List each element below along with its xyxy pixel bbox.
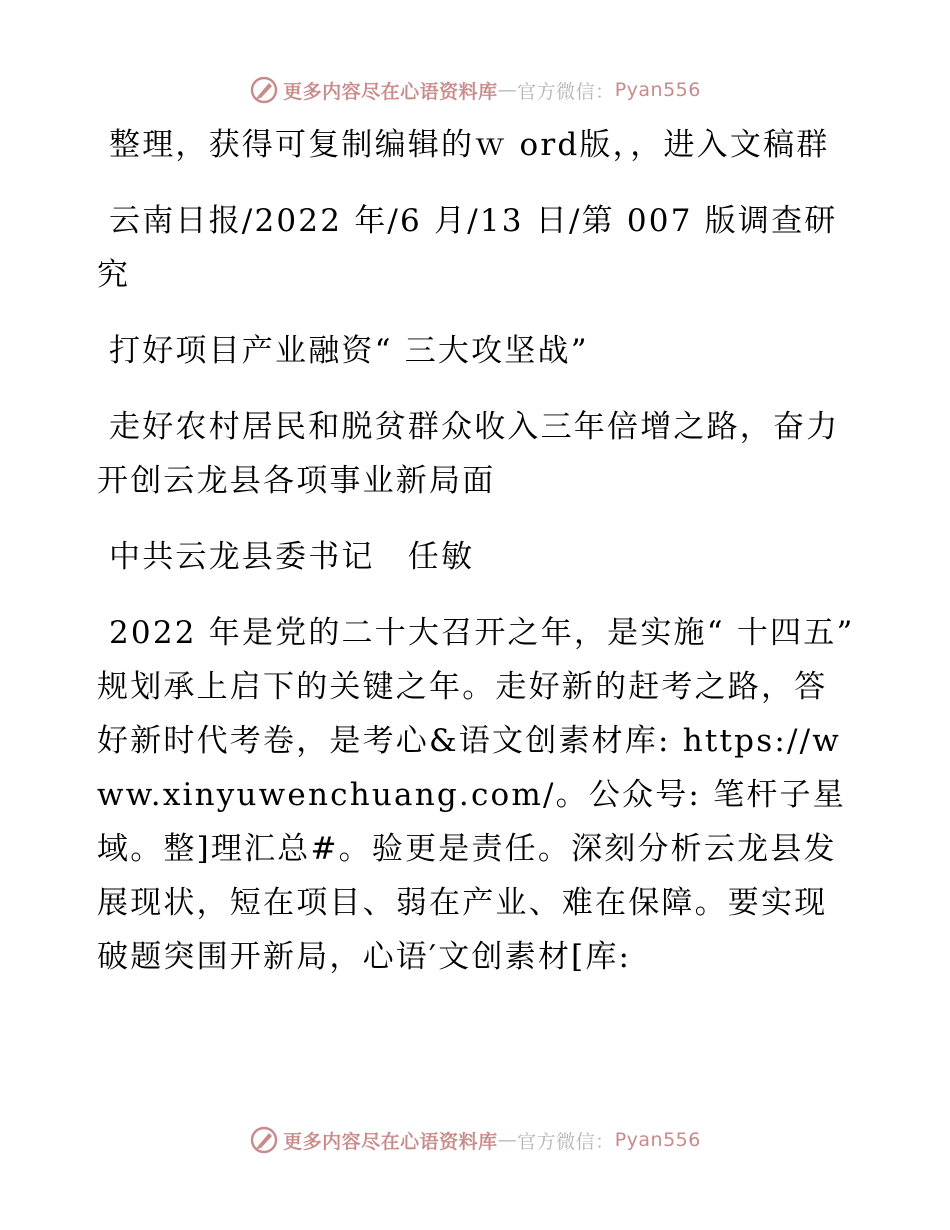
- watermark-dash: —: [497, 1129, 518, 1151]
- document-body: [97, 118, 857, 1004]
- paragraph-source: 云南日报/2022 年/6 月/13 日/第 007 版调查研究: [97, 203, 838, 293]
- watermark-account: Pyan556: [614, 1129, 701, 1151]
- quill-pen-circle-icon: [249, 75, 279, 105]
- paragraph-subheadline: 走好农村居民和脱贫群众收入三年倍增之路，奋力开创云龙县各项事业新局面: [97, 409, 840, 499]
- paragraph-intro: 整理，获得可复制编辑的ｗ ord版，，进入文稿群: [109, 127, 830, 163]
- footer-watermark: [0, 1120, 950, 1160]
- watermark-main-text: 更多内容尽在心语资料库: [283, 80, 498, 103]
- watermark-official-label: 官方微信：: [517, 1130, 615, 1153]
- watermark-official-label: 官方微信：: [517, 80, 615, 103]
- header-watermark: [0, 70, 950, 110]
- paragraph-body: 2022 年是党的二十大召开之年，是实施“ 十四五” 规划承上启下的关键之年。走好新的赶考之路，答好新时代考卷，是考心&语文创素材库: https://www.xinyuwenchuang.com/。公众号: 笔杆子星域。整]理汇总#。验更是责任。深刻分析云龙县发展现状，短在项目、弱在产业、难在保障。要实现破题突围开新局，心语′文创素材[库:: [97, 615, 855, 975]
- paragraph-headline: 打好项目产业融资“ 三大攻坚战”: [109, 333, 589, 369]
- paragraph-author: 中共云龙县委书记 任敏: [109, 539, 475, 575]
- watermark-dash: —: [497, 79, 518, 101]
- watermark-main-text: 更多内容尽在心语资料库: [283, 1130, 498, 1153]
- quill-pen-circle-icon: [249, 1125, 279, 1155]
- watermark-account: Pyan556: [614, 79, 701, 101]
